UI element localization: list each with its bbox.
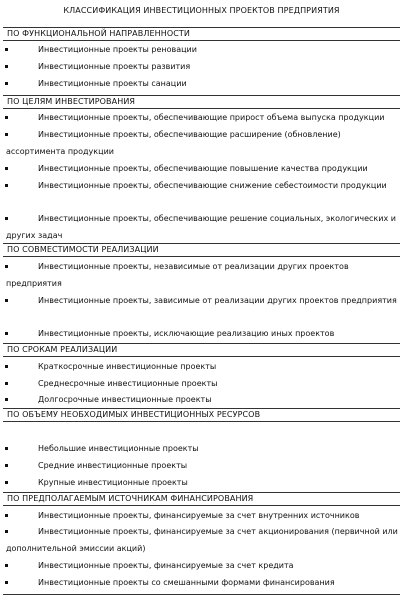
bullet-icon — [5, 332, 8, 335]
list-item: Инвестиционные проекты, обеспечивающие решение социальных, экологических и других задач — [6, 214, 396, 240]
list-item: Инвестиционные проекты, исключающие реализацию иных проектов — [3, 325, 400, 342]
list-item: Инвестиционные проекты, независимые от реализации других проектов предприятия — [6, 262, 349, 288]
bullet-icon — [5, 82, 8, 85]
classification-table — [3, 0, 400, 600]
bullet-icon — [5, 514, 8, 517]
bullet-icon — [5, 447, 8, 450]
page-title: КЛАССИФИКАЦИЯ ИНВЕСТИЦИОННЫХ ПРОЕКТОВ ПРЕДПРИЯТИЯ — [63, 6, 340, 15]
bullet-icon — [5, 481, 8, 484]
bullet-icon — [5, 116, 8, 119]
section-heading-volume: ПО ОБЪЕМУ НЕОБХОДИМЫХ ИНВЕСТИЦИОННЫХ РЕСУРСОВ — [3, 408, 400, 422]
list-item: Крупные инвестиционные проекты — [3, 474, 400, 491]
section-heading-terms: ПО СРОКАМ РЕАЛИЗАЦИИ — [3, 343, 400, 357]
section-heading-compatibility: ПО СОВМЕСТИМОСТИ РЕАЛИЗАЦИИ — [3, 243, 400, 257]
bullet-icon — [5, 365, 8, 368]
list-item: Инвестиционные проекты со смешанными формами финансирования — [3, 574, 400, 591]
list-item: Небольшие инвестиционные проекты — [3, 440, 400, 457]
list-item: Инвестиционные проекты, обеспечивающие повышение качества продукции — [3, 160, 400, 177]
bullet-icon — [5, 167, 8, 170]
bullet-icon — [5, 581, 8, 584]
list-item: Инвестиционные проекты, финансируемые за счет акционирования (первичной или дополнительной эмиссии акций) — [6, 527, 398, 553]
list-item: Инвестиционные проекты развития — [3, 58, 400, 75]
list-item: Краткосрочные инвестиционные проекты — [3, 358, 400, 375]
list-item: Инвестиционные проекты, зависимые от реализации других проектов предприятия — [3, 292, 400, 326]
list-item: Инвестиционные проекты, обеспечивающие расширение (обновление) ассортимента продукции — [6, 130, 341, 156]
section-heading-financing: ПО ПРЕДПОЛАГАЕМЫМ ИСТОЧНИКАМ ФИНАНСИРОВАНИЯ — [3, 492, 400, 506]
list-item: Инвестиционные проекты, финансируемые за счет кредита — [3, 557, 400, 574]
section-heading-goals: ПО ЦЕЛЯМ ИНВЕСТИРОВАНИЯ — [3, 95, 400, 109]
section-heading-functional: ПО ФУНКЦИОНАЛЬНОЙ НАПРАВЛЕННОСТИ — [3, 27, 400, 41]
bullet-icon — [5, 65, 8, 68]
list-item: Долгосрочные инвестиционные проекты — [3, 391, 400, 408]
bullet-icon — [5, 398, 8, 401]
list-item: Инвестиционные проекты, обеспечивающие прирост объема выпуска продукции — [3, 109, 400, 126]
bullet-icon — [5, 564, 8, 567]
list-item: Инвестиционные проекты санации — [3, 75, 400, 92]
list-item: Инвестиционные проекты, финансируемые за счет внутренних источников — [3, 507, 400, 524]
bullet-icon — [5, 464, 8, 467]
list-item: Средние инвестиционные проекты — [3, 457, 400, 474]
list-item: Инвестиционные проекты, обеспечивающие снижение себестоимости продукции — [3, 177, 400, 211]
bullet-icon — [5, 48, 8, 51]
table-bottom-border — [3, 594, 400, 595]
list-item: Инвестиционные проекты реновации — [3, 41, 400, 58]
list-item: Среднесрочные инвестиционные проекты — [3, 375, 400, 392]
bullet-icon — [5, 382, 8, 385]
